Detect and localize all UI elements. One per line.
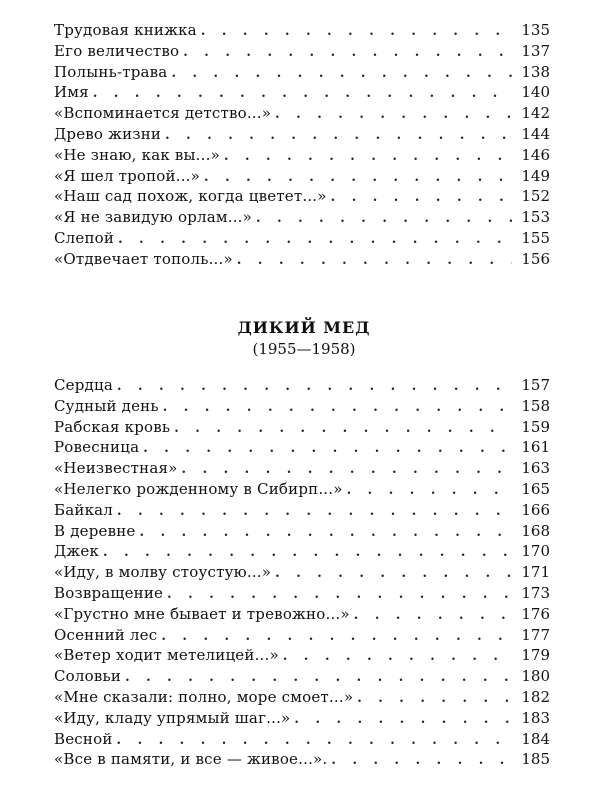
dot-leader bbox=[167, 585, 512, 606]
toc-entry-page: 140 bbox=[521, 83, 550, 102]
toc-entry-page: 184 bbox=[521, 729, 550, 748]
toc-entry bbox=[54, 166, 550, 187]
toc-entry-title: «Все в памяти, и все — живое...». bbox=[54, 750, 328, 769]
dot-leader bbox=[183, 43, 512, 64]
toc-entry bbox=[54, 207, 550, 228]
toc-entry bbox=[54, 500, 550, 521]
toc-entry-title: Полынь-трава bbox=[54, 62, 168, 81]
toc-entry-title: «Отдвечает тополь...» bbox=[54, 249, 233, 268]
toc-entry-page: 161 bbox=[521, 438, 550, 457]
toc-entry-title: Соловьи bbox=[54, 667, 122, 686]
section-title: ДИКИЙ МЕД bbox=[237, 318, 371, 337]
dot-leader bbox=[275, 564, 512, 585]
dot-leader bbox=[256, 209, 512, 230]
dot-leader bbox=[237, 251, 512, 272]
toc-lower-list bbox=[54, 375, 550, 770]
toc-entry-page: 173 bbox=[521, 583, 550, 602]
toc-entry-title: «Иду, в молву стоустую...» bbox=[54, 563, 272, 582]
toc-entry bbox=[54, 708, 550, 729]
toc-entry bbox=[54, 437, 550, 458]
dot-leader bbox=[347, 481, 512, 502]
toc-entry-page: 170 bbox=[521, 542, 550, 561]
toc-entry-page: 182 bbox=[521, 687, 550, 706]
toc-entry-page: 180 bbox=[521, 667, 550, 686]
toc-entry-title: Возвращение bbox=[54, 583, 164, 602]
toc-entry-page: 185 bbox=[521, 750, 550, 769]
dot-leader bbox=[165, 126, 512, 147]
dot-leader bbox=[182, 460, 512, 481]
toc-entry bbox=[54, 645, 550, 666]
toc-entry-page: 157 bbox=[521, 376, 550, 394]
toc-entry-title: Его величество bbox=[54, 41, 180, 60]
toc-entry bbox=[54, 541, 550, 562]
toc-entry bbox=[54, 729, 550, 750]
toc-entry-page: 137 bbox=[521, 41, 550, 60]
toc-entry bbox=[54, 396, 550, 417]
toc-entry bbox=[54, 145, 550, 166]
dot-leader bbox=[140, 523, 512, 544]
toc-entry bbox=[54, 124, 550, 145]
toc-entry-page: 149 bbox=[521, 166, 550, 185]
toc-entry-page: 152 bbox=[521, 187, 550, 206]
toc-entry-title: В деревне bbox=[54, 521, 136, 540]
toc-entry-title: «Я не завидую орлам...» bbox=[54, 208, 253, 227]
toc-entry-title: «Вспоминается детство...» bbox=[54, 104, 272, 123]
toc-entry bbox=[54, 417, 550, 438]
toc-entry-title: Осенний лес bbox=[54, 625, 158, 644]
dot-leader bbox=[204, 168, 512, 189]
toc-entry-title: Ровесница bbox=[54, 438, 140, 457]
toc-entry-title: «Иду, кладу упрямый шаг...» bbox=[54, 708, 291, 727]
toc-entry-page: 177 bbox=[521, 625, 550, 644]
toc-entry-page: 176 bbox=[521, 604, 550, 623]
dot-leader bbox=[331, 751, 512, 772]
toc-entry-page: 166 bbox=[521, 500, 550, 519]
toc-entry-page: 135 bbox=[521, 21, 550, 39]
dot-leader bbox=[103, 543, 512, 564]
toc-entry bbox=[54, 103, 550, 124]
dot-leader bbox=[275, 105, 512, 126]
toc-entry-title: Весной bbox=[54, 729, 113, 748]
toc-entry bbox=[54, 249, 550, 270]
toc-entry bbox=[54, 186, 550, 207]
dot-leader bbox=[93, 84, 512, 105]
toc-entry bbox=[54, 82, 550, 103]
toc-entry-page: 156 bbox=[521, 249, 550, 268]
toc-entry bbox=[54, 41, 550, 62]
toc-entry-page: 144 bbox=[521, 124, 550, 143]
dot-leader bbox=[354, 606, 512, 627]
toc-entry bbox=[54, 583, 550, 604]
dot-leader bbox=[125, 668, 512, 689]
toc-entry bbox=[54, 20, 550, 41]
toc-entry-title: «Неизвестная» bbox=[54, 459, 178, 478]
dot-leader bbox=[224, 147, 512, 168]
toc-entry-title: Слепой bbox=[54, 228, 115, 247]
toc-entry-title: Судный день bbox=[54, 396, 159, 415]
toc-entry bbox=[54, 666, 550, 687]
toc-entry bbox=[54, 749, 550, 770]
toc-entry-page: 163 bbox=[521, 459, 550, 478]
toc-entry-title: Древо жизни bbox=[54, 124, 162, 143]
dot-leader bbox=[283, 647, 512, 668]
dot-leader bbox=[117, 731, 512, 752]
toc-entry bbox=[54, 521, 550, 542]
toc-entry-page: 179 bbox=[521, 646, 550, 665]
toc-entry bbox=[54, 604, 550, 625]
dot-leader bbox=[357, 689, 512, 710]
toc-entry-title: «Мне сказали: полно, море смоет...» bbox=[54, 687, 354, 706]
dot-leader bbox=[118, 230, 512, 251]
toc-entry-page: 183 bbox=[521, 708, 550, 727]
dot-leader bbox=[171, 64, 512, 85]
dot-leader bbox=[163, 398, 512, 419]
toc-entry-page: 142 bbox=[521, 104, 550, 123]
toc-entry-title: «Не знаю, как вы...» bbox=[54, 145, 220, 164]
toc-entry bbox=[54, 375, 550, 396]
toc-entry-title: «Наш сад похож, когда цветет...» bbox=[54, 187, 327, 206]
toc-entry bbox=[54, 228, 550, 249]
toc-entry-title: Байкал bbox=[54, 500, 114, 519]
dot-leader bbox=[294, 710, 512, 731]
dot-leader bbox=[161, 627, 512, 648]
toc-entry bbox=[54, 625, 550, 646]
toc-entry-title: Рабская кровь bbox=[54, 417, 171, 436]
toc-entry bbox=[54, 62, 550, 83]
toc-entry-title: Джек bbox=[54, 542, 100, 561]
toc-entry-title: Трудовая книжка bbox=[54, 21, 197, 39]
toc-entry-page: 138 bbox=[521, 62, 550, 81]
toc-entry-page: 171 bbox=[521, 563, 550, 582]
toc-entry-page: 168 bbox=[521, 521, 550, 540]
dot-leader bbox=[117, 377, 512, 398]
toc-entry-title: «Нелегко рожденному в Сибирп...» bbox=[54, 479, 343, 498]
toc-upper-list bbox=[54, 20, 550, 270]
toc-entry bbox=[54, 458, 550, 479]
toc-entry-page: 165 bbox=[521, 479, 550, 498]
section-years: (1955—1958) bbox=[252, 340, 356, 358]
toc-entry-title: Имя bbox=[54, 83, 89, 102]
toc-entry-title: «Я шел тропой...» bbox=[54, 166, 201, 185]
toc-entry-page: 153 bbox=[521, 208, 550, 227]
dot-leader bbox=[143, 439, 512, 460]
dot-leader bbox=[174, 419, 512, 440]
dot-leader bbox=[117, 502, 512, 523]
dot-leader bbox=[331, 188, 512, 209]
toc-entry-page: 146 bbox=[521, 145, 550, 164]
toc-entry-page: 158 bbox=[521, 396, 550, 415]
toc-entry-title: «Ветер ходит метелицей...» bbox=[54, 646, 279, 665]
toc-entry bbox=[54, 687, 550, 708]
toc-entry-title: Сердца bbox=[54, 376, 113, 394]
dot-leader bbox=[201, 22, 512, 43]
toc-entry-page: 155 bbox=[521, 228, 550, 247]
toc-entry-page: 159 bbox=[521, 417, 550, 436]
toc-entry bbox=[54, 479, 550, 500]
toc-entry bbox=[54, 562, 550, 583]
toc-entry-title: «Грустно мне бывает и тревожно...» bbox=[54, 604, 350, 623]
